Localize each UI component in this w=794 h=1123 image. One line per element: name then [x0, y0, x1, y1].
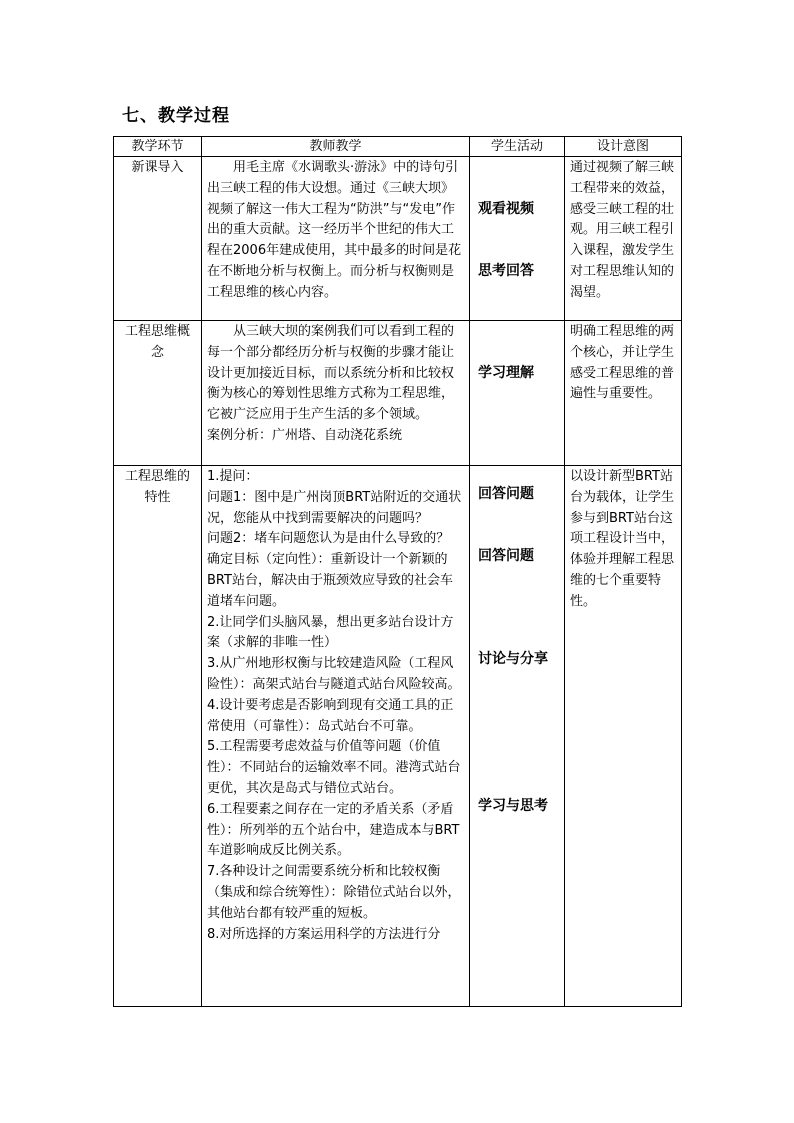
teacher-text: 问题2：堵车问题您认为是由什么导致的？	[207, 531, 450, 547]
intent-cell	[565, 321, 682, 466]
intent-cell	[565, 466, 682, 1007]
student-activity: 思考回答	[478, 263, 534, 279]
student-activity: 讨论与分享	[478, 651, 548, 667]
teacher-text: 问题1：图中是广州岗顶BRT站附近的交通状况，您能从中找到需要解决的问题吗？	[207, 489, 462, 526]
teacher-text: 2.让同学们头脑风暴，想出更多站台设计方案（求解的非唯一性）	[207, 614, 454, 651]
table-header-row	[114, 137, 682, 157]
intent-text: 通过视频了解三峡工程带来的效益，感受三峡工程的壮观。用三峡工程引入课程，激发学生对工程思维认知的渴望。	[570, 160, 675, 300]
intent-cell	[565, 157, 682, 321]
student-activity: 回答问题	[478, 548, 534, 564]
student-activity: 观看视频	[478, 201, 534, 217]
stage-cell: 工程思维的特性	[114, 466, 202, 1007]
teacher-text: 7.各种设计之间需要系统分析和比较权衡（集成和综合统筹性）：除错位式站台以外，其他站台都有较严重的短板。	[207, 864, 461, 921]
teaching-process-table	[113, 136, 682, 1007]
column-header-intent: 设计意图	[565, 137, 682, 157]
student-activity: 学习与思考	[478, 798, 548, 814]
table-row	[114, 466, 682, 1007]
teacher-text: 用毛主席《水调歌头·游泳》中的诗句引出三峡工程的伟大设想。通过《三峡大坝》视频了解这一伟大工程为“防洪”与“发电”作出的重大贡献。这一经历半个世纪的伟大工程在2006年建成使用，其中最多的时间是花在不断地分析与权衡上。而分析与权衡则是工程思维的核心内容。	[207, 160, 462, 300]
teacher-text: 4.设计要考虑是否影响到现有交通工具的正常使用（可靠性）：岛式站台不可靠。	[207, 697, 454, 734]
student-activity: 回答问题	[478, 486, 534, 502]
column-header-teacher: 教师教学	[202, 137, 470, 157]
teacher-text: 5.工程需要考虑效益与价值等问题（价值性）：不同站台的运输效率不同。港湾式站台更优，其次是岛式与错位式站台。	[207, 739, 461, 796]
intent-text: 以设计新型BRT站台为载体，让学生参与到BRT站台这项工程设计当中，体验并理解工程思维的七个重要特性。	[570, 469, 675, 609]
teacher-text: 3.从广州地形权衡与比较建造风险（工程风险性）：高架式站台与隧道式站台风险较高。	[207, 656, 461, 692]
teacher-text: 8.对所选择的方案运用科学的方法进行分	[207, 926, 441, 942]
student-activity: 学习理解	[478, 365, 534, 381]
teacher-text: 6.工程要素之间存在一定的矛盾关系（矛盾性）：所列举的五个站台中，建造成本与BRT车道影响成反比例关系。	[207, 801, 460, 859]
teacher-text: 案例分析：广州塔、自动浇花系统	[207, 427, 403, 443]
table-row	[114, 157, 682, 321]
teacher-text: 从三峡大坝的案例我们可以看到工程的每一个部分都经历分析与权衡的步骤才能让设计更加接近目标，而以系统分析和比较权衡为核心的筹划性思维方式称为工程思维，它被广泛应用于生产生活的多个领域。	[207, 324, 455, 423]
student-cell	[470, 321, 565, 466]
table-row	[114, 321, 682, 466]
teacher-cell	[202, 321, 470, 466]
teacher-text: 确定目标（定向性）：重新设计一个新颖的BRT站台，解决由于瓶颈效应导致的社会车道堵车问题。	[207, 552, 453, 609]
column-header-stage: 教学环节	[114, 137, 202, 157]
teacher-cell	[202, 466, 470, 1007]
stage-cell: 新课导入	[114, 157, 202, 321]
teacher-cell	[202, 157, 470, 321]
section-title: 七、教学过程	[122, 106, 230, 126]
column-header-student: 学生活动	[470, 137, 565, 157]
student-cell	[470, 466, 565, 1007]
intent-text: 明确工程思维的两个核心，并让学生感受工程思维的普遍性与重要性。	[570, 324, 675, 402]
teacher-text: 1.提问：	[207, 469, 259, 484]
stage-cell: 工程思维概念	[114, 321, 202, 466]
student-cell	[470, 157, 565, 321]
